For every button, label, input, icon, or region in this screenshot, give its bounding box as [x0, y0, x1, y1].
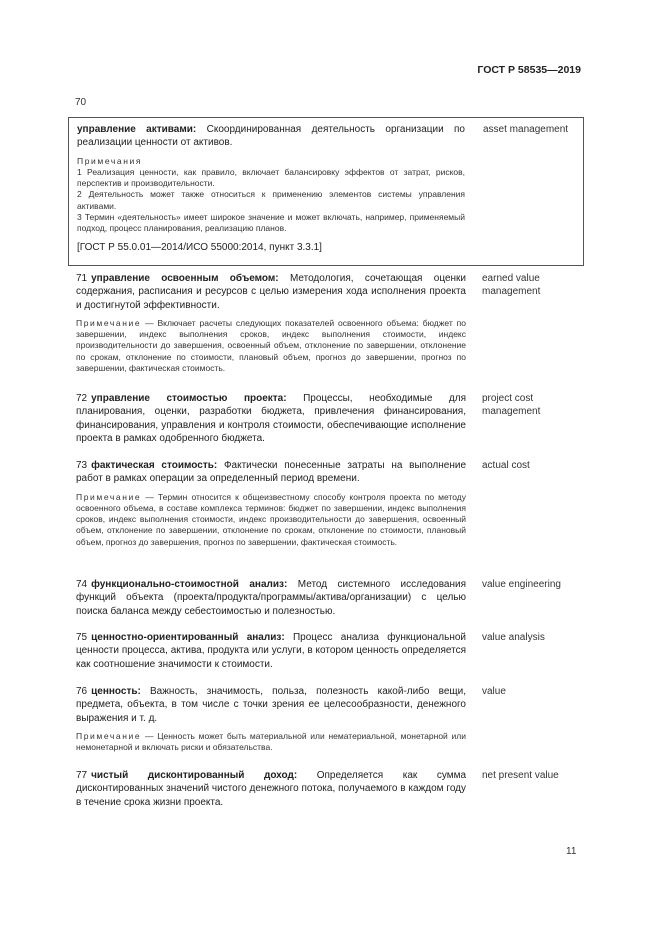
- entry-74-body: [76, 578, 466, 618]
- entry-75-number: 75: [76, 632, 88, 643]
- entry-73-body: [76, 459, 466, 548]
- entry-71-note: — Включает расчеты следующих показателей освоенного объема: бюджет по завершении, индекс выполнения сроков, индекс выполнения стоимости, индекс производительности до завершения, освоенный объем, отклонение по завершении, отклонение по срокам, отклонение по стоимости, плановый объем, прогноз до завершении, прогноз по завершении, фактическая стоимость.: [76, 317, 466, 374]
- entry-75-english: value analysis: [482, 632, 545, 643]
- entry-71-note-label: Примечание: [76, 317, 142, 328]
- entry-74-english: value engineering: [482, 579, 561, 590]
- entry-70-body: [77, 123, 465, 254]
- entry-70-term: управление активами:: [77, 124, 197, 135]
- entry-75-term: ценностно-ориентированный анализ:: [91, 632, 285, 643]
- entry-70-english: asset management: [483, 124, 569, 135]
- entry-71-definition: Методология, сочетающая оценки содержания, расписания и ресурсов с целью измерения хода исполнения проекта и достигнутой эффективности.: [76, 273, 467, 311]
- entry-74-number: 74: [76, 579, 88, 590]
- entry-70-note-heading: Примечания: [77, 155, 143, 166]
- entry-74-term: функционально-стоимостной анализ:: [91, 579, 288, 590]
- entry-76-note-label: Примечание: [76, 730, 142, 741]
- entry-76-term: ценность:: [91, 686, 141, 697]
- entry-73-note-label: Примечание: [76, 491, 142, 502]
- entry-70-note-2: 2 Деятельность может также относиться к применению элементов системы управления активами.: [77, 189, 465, 211]
- entry-71-term: управление освоенным объемом:: [91, 273, 279, 284]
- entry-70-note-3: 3 Термин «деятельность» имеет широкое значение и может включать, например, применяемый подход, процесс планирования, реализацию планов.: [77, 212, 465, 234]
- entry-76-number: 76: [76, 686, 88, 697]
- entry-71-english: earned value management: [482, 273, 541, 298]
- entry-73-definition: Фактически понесенные затраты на выполнение работ в рамках операции за определенный период времени.: [76, 460, 467, 485]
- entry-77-english: net present value: [482, 770, 559, 781]
- entry-72-body: [76, 392, 466, 445]
- entry-70-number: 70: [75, 97, 87, 108]
- entry-72-term: управление стоимостью проекта:: [91, 393, 287, 404]
- standard-designation: ГОСТ Р 58535—2019: [477, 64, 581, 76]
- entry-70-source: [ГОСТ Р 55.0.01—2014/ИСО 55000:2014, пункт 3.3.1]: [77, 241, 322, 253]
- entry-73-note: — Термин относится к общеизвестному способу контроля проекта по методу освоенного объема, в составе комплекса терминов: бюджет по завершении, индекс выполнения сроков, индекс выполнения стоимости, индекс производительности до завершения, освоенный объем, отклонение по завершении, отклонение по срокам, отклонение по стоимости, плановый объем, прогноз до завершения, прогноз по завершении, фактическая стоимость.: [76, 491, 466, 547]
- entry-77-body: [76, 769, 466, 809]
- entry-70-note-1: 1 Реализация ценности, как правило, включает балансировку эффектов от затрат, рисков, перспектив и производительности.: [77, 166, 465, 189]
- entry-70-box: [68, 117, 584, 266]
- entry-73-term: фактическая стоимость:: [91, 460, 218, 471]
- entry-73-number: 73: [76, 460, 88, 471]
- entry-77-definition: Определяется как сумма дисконтированных значений чистого денежного потока, получаемого в каждом году в течение срока жизни проекта.: [76, 770, 467, 808]
- entry-77-term: чистый дисконтированный доход:: [91, 770, 298, 781]
- entry-75-body: [76, 631, 466, 671]
- entry-72-english: project cost management: [482, 393, 541, 418]
- entry-72-definition: Процессы, необходимые для планирования, оценки, разработки бюджета, привлечения финансирования, финансирования, управления и контроля стоимости, обеспечивающие исполнение проекта в рамках одобренного бюджета.: [76, 393, 467, 444]
- entry-74-definition: Метод системного исследования функций объекта (проекта/продукта/программы/актива/организации) с целью поиска баланса между себестоимостью и полезностью.: [76, 579, 466, 617]
- page-number: 11: [566, 846, 577, 857]
- entry-71-body: [76, 272, 466, 374]
- entry-76-body: [76, 685, 466, 753]
- entry-76-definition: Важность, значимость, польза, полезность какой-либо вещи, предмета, объекта, в том числе с точки зрения ее целесообразности, денежного выражения и т. д.: [76, 686, 466, 724]
- entry-72-number: 72: [76, 393, 88, 404]
- entry-70-definition: Скоординированная деятельность организации по реализации ценности от активов.: [77, 124, 465, 149]
- entry-71-number: 71: [76, 273, 88, 284]
- entry-76-english: value: [482, 686, 506, 697]
- entry-73-english: actual cost: [482, 460, 530, 471]
- entry-77-number: 77: [76, 770, 88, 781]
- entry-75-definition: Процесс анализа функциональной ценности процесса, актива, продукта или услуги, в котором ценность определяется как соотношение значимости к стоимости.: [76, 632, 466, 670]
- entry-76-note: — Ценность может быть материальной или нематериальной, монетарной или немонетарной и включать риски и обязательства.: [76, 730, 466, 753]
